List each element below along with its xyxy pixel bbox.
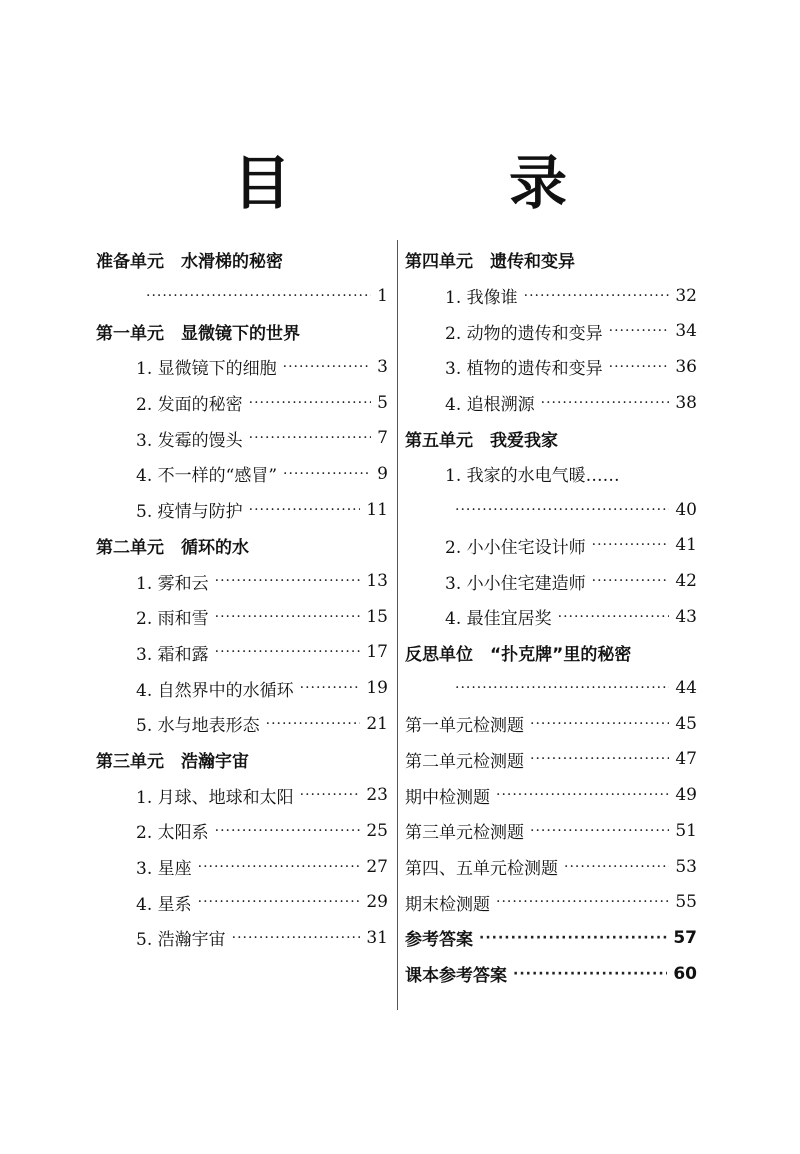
toc-entry[interactable] bbox=[96, 599, 388, 635]
leader-dots bbox=[300, 680, 361, 696]
toc-entry-label: 参考答案 bbox=[405, 930, 473, 951]
toc-page-number: 40 bbox=[675, 499, 697, 520]
toc-page-number: 36 bbox=[675, 356, 697, 377]
toc-unit-heading[interactable] bbox=[96, 742, 388, 778]
toc-page-number: 49 bbox=[675, 785, 697, 806]
toc-heading-label: 第四单元 遗传和变异 bbox=[405, 252, 575, 273]
toc-unit-heading[interactable] bbox=[405, 635, 697, 671]
leader-dots bbox=[215, 609, 361, 625]
toc-entry-label: 期末检测题 bbox=[405, 894, 490, 915]
toc-entry[interactable] bbox=[405, 456, 697, 492]
toc-entry[interactable] bbox=[405, 599, 697, 635]
toc-entry-label: 3. 小小住宅建造师 bbox=[445, 573, 586, 594]
toc-entry[interactable] bbox=[405, 385, 697, 421]
toc-page-number: 47 bbox=[675, 749, 697, 770]
leader-dots bbox=[530, 823, 669, 839]
leader-dots bbox=[530, 751, 669, 767]
leader-dots bbox=[609, 359, 670, 375]
toc-page-number: 31 bbox=[366, 927, 388, 948]
toc-page-number: 51 bbox=[675, 820, 697, 841]
toc-heading-label: 第五单元 我爱我家 bbox=[405, 430, 558, 451]
toc-page-number: 29 bbox=[366, 892, 388, 913]
toc-entry-label: 4. 最佳宜居奖 bbox=[445, 609, 552, 630]
toc-page-number: 60 bbox=[673, 963, 697, 984]
leader-dots bbox=[541, 395, 670, 411]
toc-entry[interactable] bbox=[96, 563, 388, 599]
toc-page-number: 57 bbox=[673, 927, 697, 948]
leader-dots bbox=[513, 966, 667, 982]
leader-dots bbox=[249, 430, 372, 446]
toc-page-number: 7 bbox=[377, 428, 388, 449]
leader-dots bbox=[592, 573, 670, 589]
toc-entry[interactable] bbox=[96, 670, 388, 706]
toc-entry[interactable] bbox=[96, 349, 388, 385]
toc-page-number: 17 bbox=[366, 642, 388, 663]
toc-entry[interactable] bbox=[405, 777, 697, 813]
toc-entry[interactable] bbox=[96, 385, 388, 421]
toc-page-number: 38 bbox=[675, 392, 697, 413]
toc-entry[interactable] bbox=[96, 813, 388, 849]
toc-entry[interactable] bbox=[405, 742, 697, 778]
toc-entry[interactable] bbox=[96, 777, 388, 813]
toc-page-number: 55 bbox=[675, 892, 697, 913]
toc-page-number: 44 bbox=[675, 678, 697, 699]
toc-entry[interactable] bbox=[405, 813, 697, 849]
toc-heading-label: 第二单元 循环的水 bbox=[96, 537, 249, 558]
leader-dots bbox=[564, 859, 669, 875]
toc-entry-label: 2. 雨和雪 bbox=[136, 609, 209, 630]
leader-dots bbox=[455, 680, 669, 696]
leader-dots bbox=[146, 288, 371, 304]
toc-entry[interactable] bbox=[405, 278, 697, 314]
leader-dots bbox=[592, 537, 670, 553]
toc-entry-label: 1. 显微镜下的细胞 bbox=[136, 359, 277, 380]
toc-entry-label: 期中检测题 bbox=[405, 787, 490, 808]
toc-page-number: 11 bbox=[366, 499, 388, 520]
toc-entry[interactable] bbox=[405, 563, 697, 599]
toc-entry[interactable] bbox=[405, 884, 697, 920]
toc-page-number: 15 bbox=[366, 606, 388, 627]
leader-dots bbox=[215, 823, 361, 839]
toc-left-column bbox=[96, 242, 388, 956]
toc-entry[interactable] bbox=[405, 528, 697, 564]
leader-dots bbox=[496, 787, 669, 803]
toc-page-number: 19 bbox=[366, 678, 388, 699]
toc-entry[interactable] bbox=[96, 884, 388, 920]
leader-dots bbox=[249, 502, 361, 518]
toc-entry-label: 3. 植物的遗传和变异 bbox=[445, 359, 603, 380]
toc-entry[interactable] bbox=[405, 349, 697, 385]
toc-entry-label: 1. 雾和云 bbox=[136, 573, 209, 594]
toc-entry-label: 2. 发面的秘密 bbox=[136, 395, 243, 416]
leader-dots bbox=[609, 323, 670, 339]
toc-page-number: 9 bbox=[377, 463, 388, 484]
toc-right-column bbox=[405, 242, 697, 991]
toc-entry-label: 2. 动物的遗传和变异 bbox=[445, 323, 603, 344]
toc-page-number: 21 bbox=[366, 713, 388, 734]
toc-entry[interactable] bbox=[96, 456, 388, 492]
leader-dots bbox=[215, 573, 361, 589]
leader-dots bbox=[524, 288, 670, 304]
toc-entry-label: 5. 疫情与防护 bbox=[136, 502, 243, 523]
leader-dots bbox=[198, 894, 361, 910]
toc-entry[interactable] bbox=[96, 420, 388, 456]
page-title: 目 录 bbox=[232, 149, 647, 217]
toc-entry-label: 3. 星座 bbox=[136, 859, 192, 880]
toc-unit-heading[interactable] bbox=[96, 528, 388, 564]
toc-unit-heading[interactable] bbox=[96, 242, 388, 278]
toc-entry-label: 第二单元检测题 bbox=[405, 751, 524, 772]
toc-entry-label: 1. 我像谁 bbox=[445, 288, 518, 309]
toc-heading-label: 第三单元 浩瀚宇宙 bbox=[96, 751, 249, 772]
toc-unit-heading[interactable] bbox=[96, 313, 388, 349]
leader-dots bbox=[496, 894, 669, 910]
leader-dots bbox=[266, 716, 361, 732]
leader-dots bbox=[249, 395, 372, 411]
leader-dots bbox=[479, 930, 667, 946]
leader-dots bbox=[283, 466, 371, 482]
toc-entry[interactable] bbox=[405, 706, 697, 742]
leader-dots bbox=[283, 359, 372, 375]
toc-entry-label: 2. 小小住宅设计师 bbox=[445, 537, 586, 558]
toc-entry[interactable] bbox=[96, 492, 388, 528]
toc-entry-label: 课本参考答案 bbox=[405, 966, 507, 987]
toc-page-number: 27 bbox=[366, 856, 388, 877]
toc-entry-label: 4. 星系 bbox=[136, 894, 192, 915]
toc-unit-heading[interactable] bbox=[405, 420, 697, 456]
leader-dots bbox=[215, 644, 361, 660]
leader-dots bbox=[300, 787, 361, 803]
toc-entry-label: 4. 追根溯源 bbox=[445, 395, 535, 416]
toc-entry-label: 3. 发霉的馒头 bbox=[136, 430, 243, 451]
leader-dots bbox=[558, 609, 670, 625]
toc-page-number: 42 bbox=[675, 571, 697, 592]
toc-entry[interactable] bbox=[96, 635, 388, 671]
toc-page-number: 43 bbox=[675, 606, 697, 627]
toc-page-number: 23 bbox=[366, 785, 388, 806]
toc-continuation-row[interactable] bbox=[405, 670, 697, 706]
toc-page-number: 5 bbox=[377, 392, 388, 413]
leader-dots bbox=[530, 716, 669, 732]
toc-page-number: 45 bbox=[675, 713, 697, 734]
toc-entry[interactable] bbox=[96, 849, 388, 885]
toc-entry-label: 1. 我家的水电气暖…… bbox=[445, 466, 620, 487]
toc-page-number: 41 bbox=[675, 535, 697, 556]
leader-dots bbox=[198, 859, 361, 875]
toc-continuation-row[interactable] bbox=[96, 278, 388, 314]
toc-entry-label: 2. 太阳系 bbox=[136, 823, 209, 844]
leader-dots bbox=[455, 502, 669, 518]
toc-entry-label: 4. 自然界中的水循环 bbox=[136, 680, 294, 701]
toc-entry-label: 4. 不一样的“感冒” bbox=[136, 466, 278, 487]
toc-entry[interactable] bbox=[96, 706, 388, 742]
toc-heading-label: 反思单位 “扑克牌”里的秘密 bbox=[405, 644, 632, 665]
toc-entry-label: 第三单元检测题 bbox=[405, 823, 524, 844]
toc-page-number: 25 bbox=[366, 820, 388, 841]
toc-entry[interactable] bbox=[405, 956, 697, 992]
toc-entry[interactable] bbox=[405, 920, 697, 956]
toc-entry-label: 5. 浩瀚宇宙 bbox=[136, 930, 226, 951]
toc-entry-label: 1. 月球、地球和太阳 bbox=[136, 787, 294, 808]
toc-page-number: 13 bbox=[366, 571, 388, 592]
toc-continuation-row[interactable] bbox=[405, 492, 697, 528]
toc-entry-label: 第一单元检测题 bbox=[405, 716, 524, 737]
toc-page-number: 32 bbox=[675, 285, 697, 306]
toc-heading-label: 准备单元 水滑梯的秘密 bbox=[96, 252, 283, 273]
toc-entry-label: 3. 霜和露 bbox=[136, 644, 209, 665]
toc-entry[interactable] bbox=[405, 313, 697, 349]
leader-dots bbox=[232, 930, 361, 946]
toc-entry[interactable] bbox=[405, 849, 697, 885]
toc-entry-label: 5. 水与地表形态 bbox=[136, 716, 260, 737]
toc-page-number: 34 bbox=[675, 321, 697, 342]
toc-entry-label: 第四、五单元检测题 bbox=[405, 859, 558, 880]
toc-unit-heading[interactable] bbox=[405, 242, 697, 278]
toc-heading-label: 第一单元 显微镜下的世界 bbox=[96, 323, 300, 344]
toc-page-number: 3 bbox=[377, 356, 388, 377]
column-divider bbox=[397, 240, 398, 1010]
toc-entry[interactable] bbox=[96, 920, 388, 956]
toc-page-number: 53 bbox=[675, 856, 697, 877]
toc-page-number: 1 bbox=[377, 285, 388, 306]
